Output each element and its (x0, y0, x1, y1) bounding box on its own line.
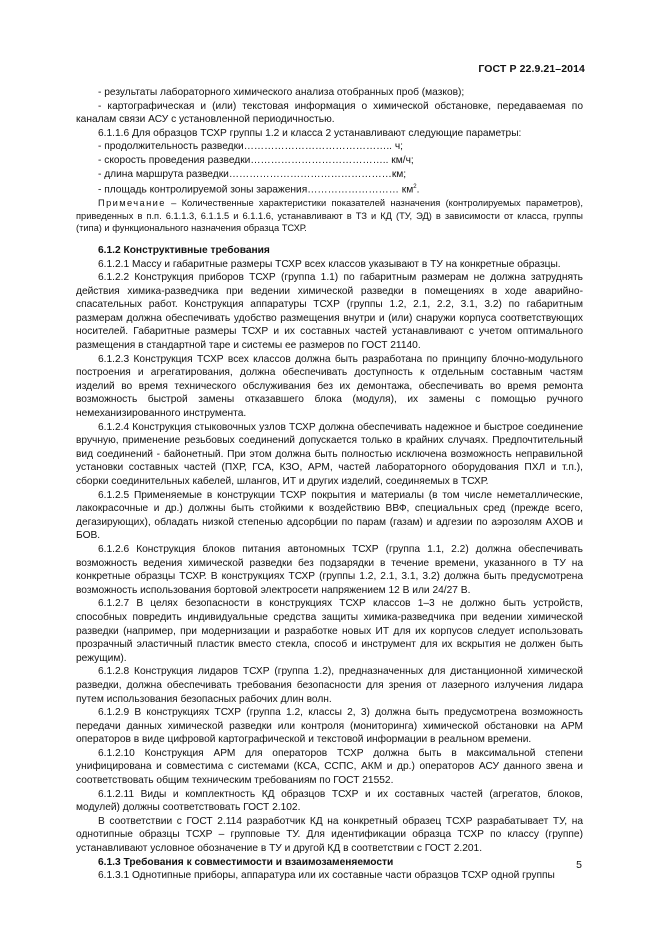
list-item: - картографическая и (или) текстовая информация о химической обстановке, передаваемая по каналам связи АСУ с установленной периодичностью. (76, 100, 583, 126)
paragraph: 6.1.2.9 В конструкциях ТСХР (группа 1.2, классы 2, 3) должна быть предусмотрена возможность передачи данных химической разведки или контроля (мониторинга) химической обстановки на АРМ операторов в виде цифровой картографической и текстовой информации в реальном времени. (76, 707, 583, 746)
paragraph: 6.1.2.2 Конструкция приборов ТСХР (группа 1.1) по габаритным размерам не должна затруднять действия химика-разведчика при ведении химической разведки в помещениях в ходе аварийно-спасательных работ. Конструкция аппаратуры ТСХР (группы 1.2, 2.1, 2.2, 3.1, 3.2) по габаритным размерам должна обеспечивать удобство размещения внутри и (или) снаружи корпуса соответствующих носителей. Габаритные размеры ТСХР и их составных частей устанавливают с учетом оптимального размещения в стандартной таре и системы ее размеров по ГОСТ 21140. (76, 272, 583, 352)
document-id-header: ГОСТ Р 22.9.21–2014 (478, 63, 585, 75)
param-item-text: - площадь контролируемой зоны заражения……………………… км (98, 184, 414, 196)
list-item: - результаты лабораторного химического анализа отобранных проб (мазков); (98, 87, 465, 98)
section-heading-6-1-2: 6.1.2 Конструктивные требования (98, 244, 270, 256)
note-text: – Количественные характеристики показателей назначения (контролируемых параметров), приведенных в п.п. 6.1.1.3, 6.1.1.5 и 6.1.1.6, устанавливают в ТЗ и КД (ТУ, ЭД) в зависимости от класса, группы (типа) и функционального назначения образца ТСХР. (76, 198, 583, 234)
superscript: 2 (413, 184, 417, 191)
paragraph: 6.1.2.5 Применяемые в конструкции ТСХР покрытия и материалы (в том числе неметаллические, лакокрасочные и др.) должны быть стойкими к воздействию ВВФ, специальных сред (прежде всего, дегазирующих), обладать низкой степенью адсорбции по парам (газам) и адгезии по аэрозолям АХОВ и БОВ. (76, 489, 583, 542)
paragraph-6-1-1-6: 6.1.1.6 Для образцов ТСХР группы 1.2 и класса 2 устанавливают следующие параметры: (98, 127, 522, 139)
param-item-area (76, 181, 583, 197)
paragraph: 6.1.2.10 Конструкция АРМ для операторов ТСХР должна быть в максимальной степени унифицирована и совместима с системами (КСА, ССПС, АКМ и др.) операторов АСУ данного звена и соответствовать общим техническим требованиям по ГОСТ 21552. (76, 747, 583, 787)
paragraph: 6.1.3.1 Однотипные приборы, аппаратура или их составные части образцов ТСХР одной группы (98, 870, 555, 882)
paragraph: В соответствии с ГОСТ 2.114 разработчик КД на конкретный образец ТСХР разрабатывает ТУ, на однотипные образцы ТСХР – групповые ТУ. Для идентификации образца ТСХР по классу (группе) устанавливают условное обозначение в ТУ и другой КД в соответствии с ГОСТ 2.201. (76, 815, 583, 855)
param-item-end: . (416, 184, 420, 196)
param-item: - скорость проведения разведки………………………………….. км/ч; (98, 154, 414, 166)
param-item: - продолжительность разведки…………………………………….. ч; (98, 141, 403, 153)
paragraph: 6.1.2.6 Конструкция блоков питания автономных ТСХР (группа 1.1, 2.2) должна обеспечивать возможность ведения химической разведки без подзарядки в течение времени, указанного в ТУ на конкретные образцы ТСХР. В конструкциях ТСХР (группы 1.2, 2.1, 3.1, 3.2) должна быть предусмотрена возможность использования бортовой электросети напряжением 12 В или 24/27 В. (76, 543, 583, 596)
paragraph: 6.1.2.8 Конструкция лидаров ТСХР (группа 1.2), предназначенных для дистанционной химической разведки, должна обеспечивать требования безопасности для зрения от лазерного излучения лидара путем использования безопасных рабочих длин волн. (76, 666, 583, 705)
section-heading-6-1-3: 6.1.3 Требования к совместимости и взаимозаменяемости (98, 856, 394, 868)
paragraph: 6.1.2.4 Конструкция стыковочных узлов ТСХР должна обеспечивать надежное и быстрое соединение вручную, применение резьбовых соединений допускается только в крайних случаях. Предпочтительный вид соединений - байонетный. При этом должна быть полностью исключена возможность неправильной установки составных частей (ПХР, ГСА, КЗО, АРМ, частей лабораторного оборудования ПХЛ и т.п.), сборки соединительных кабелей, шлангов, ИТ и других изделий, соединяемых в ТСХР. (76, 421, 583, 488)
page-number: 5 (576, 859, 582, 871)
paragraph: 6.1.2.7 В целях безопасности в конструкциях ТСХР классов 1–3 не должно быть устройств, способных повредить индивидуальные средства защиты химика-разведчика при ведении химической разведки (например, при модернизации и разработке новых ИТ для их корпусов следует использовать прозрачный эластичный пластик вместо стекла, способ и инструмент для их вскрытия не должен быть режущим). (76, 598, 583, 664)
note (76, 197, 583, 235)
paragraph: 6.1.2.3 Конструкция ТСХР всех классов должна быть разработана по принципу блочно-модульного построения и агрегатирования, должна обеспечивать доступность к отдельным составным частям изделий во время технического обслуживания без их демонтажа, обеспечивать во время ремонта возможность быстрой замены отказавшего блока (модуля), их замены с помощью ручного немеханизированного инструмента. (76, 353, 583, 420)
note-label: Примечание (98, 198, 166, 209)
param-item: - длина маршрута разведки…………………………………………км; (98, 168, 407, 180)
paragraph: 6.1.2.1 Массу и габаритные размеры ТСХР всех классов указывают в ТУ на конкретные образцы. (98, 258, 561, 270)
paragraph: 6.1.2.11 Виды и комплектность КД образцов ТСХР и их составных частей (агрегатов, блоков, модулей) должны соответствовать ГОСТ 2.102. (76, 788, 583, 814)
page-body (76, 86, 583, 883)
